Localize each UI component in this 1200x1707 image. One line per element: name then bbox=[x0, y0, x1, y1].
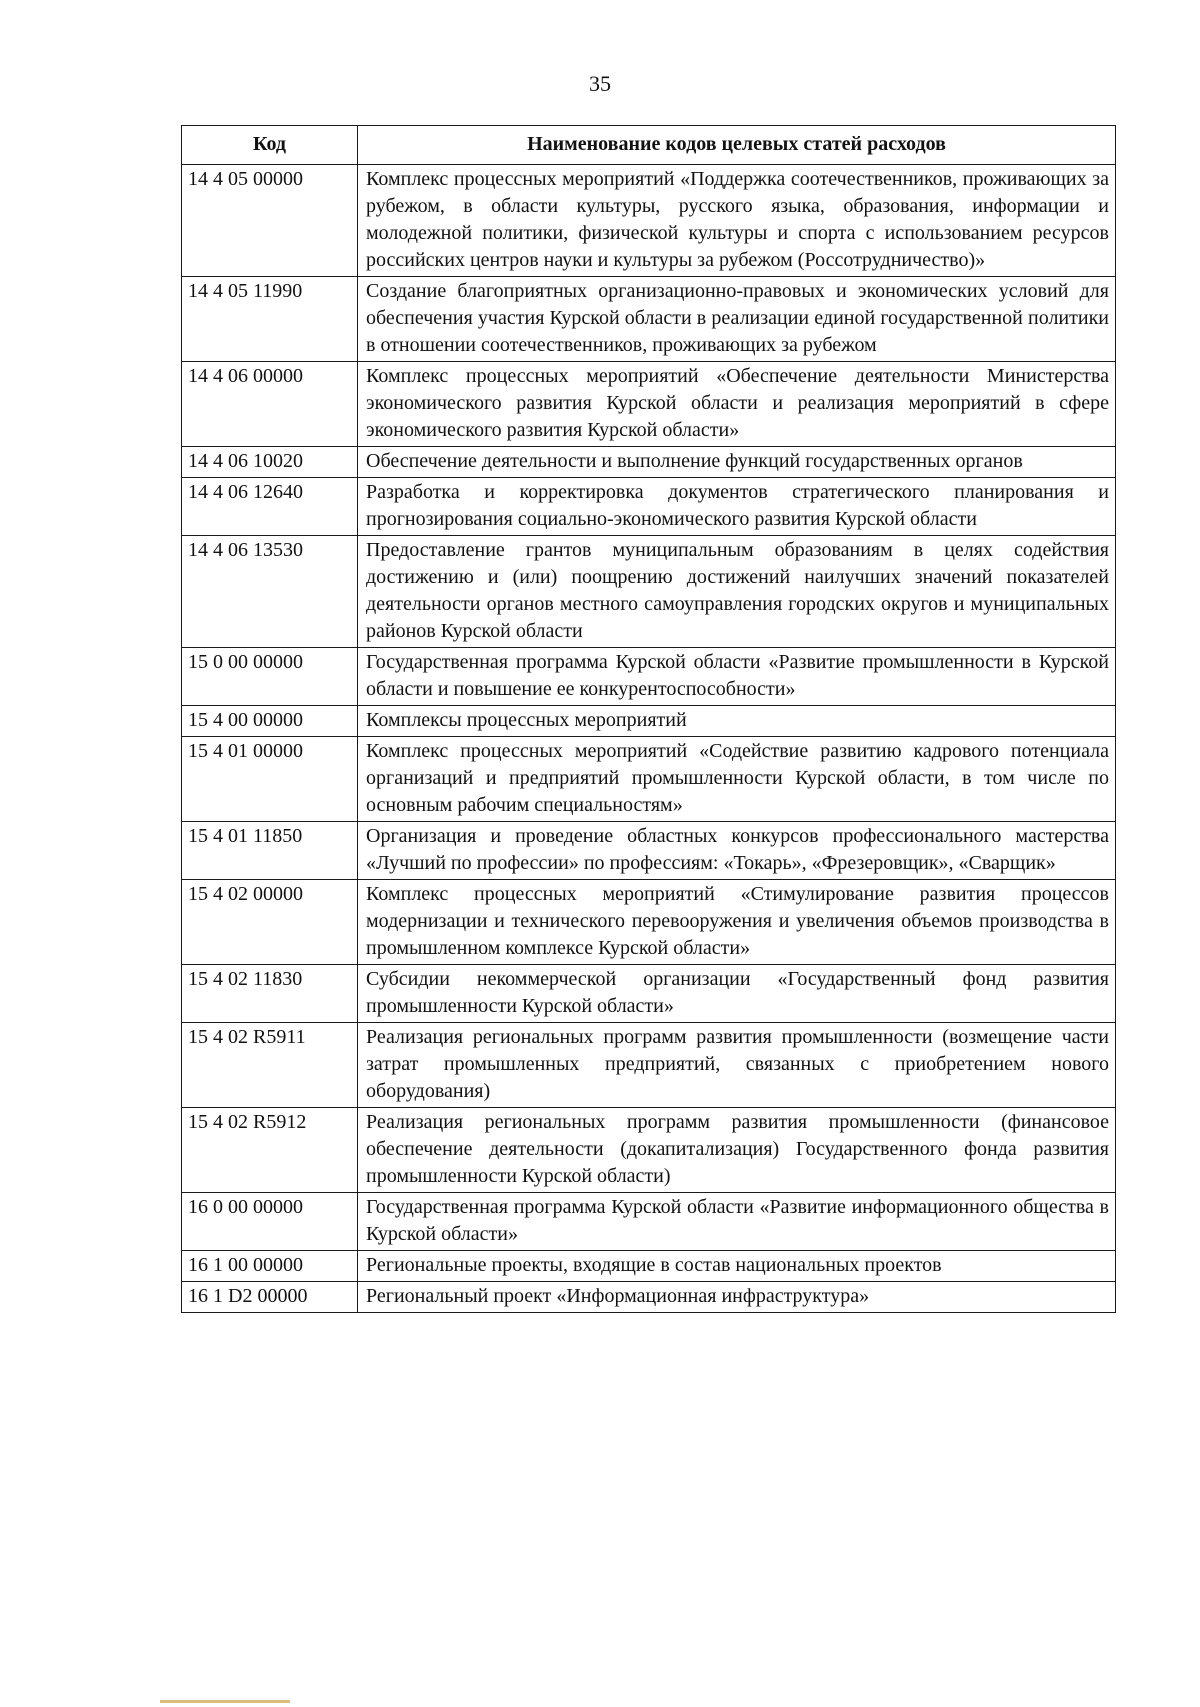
row-code: 15 0 00 00000 bbox=[182, 648, 358, 706]
table-body bbox=[182, 165, 1116, 1313]
table-row bbox=[182, 880, 1116, 965]
row-name: Региональные проекты, входящие в состав национальных проектов bbox=[358, 1251, 1116, 1282]
row-name: Разработка и корректировка документов стратегического планирования и прогнозирования социально-экономического развития Курской области bbox=[358, 478, 1116, 536]
row-name: Предоставление грантов муниципальным образованиям в целях содействия достижению и (или) поощрению достижений наилучших значений показателей деятельности органов местного самоуправления городских округов и муниципальных районов Курской области bbox=[358, 536, 1116, 648]
row-name: Субсидии некоммерческой организации «Государственный фонд развития промышленности Курской области» bbox=[358, 965, 1116, 1023]
table-row bbox=[182, 277, 1116, 362]
row-name: Комплексы процессных мероприятий bbox=[358, 706, 1116, 737]
row-code: 14 4 06 13530 bbox=[182, 536, 358, 648]
row-name: Государственная программа Курской области «Развитие информационного общества в Курской области» bbox=[358, 1193, 1116, 1251]
row-code: 14 4 06 12640 bbox=[182, 478, 358, 536]
row-code: 15 4 02 11830 bbox=[182, 965, 358, 1023]
row-code: 14 4 05 11990 bbox=[182, 277, 358, 362]
row-name: Комплекс процессных мероприятий «Обеспечение деятельности Министерства экономического развития Курской области и реализация мероприятий в сфере экономического развития Курской области» bbox=[358, 362, 1116, 447]
row-code: 14 4 05 00000 bbox=[182, 165, 358, 277]
table-row bbox=[182, 965, 1116, 1023]
table-row bbox=[182, 362, 1116, 447]
row-name: Реализация региональных программ развития промышленности (возмещение части затрат промышленных предприятий, связанных с приобретением нового оборудования) bbox=[358, 1023, 1116, 1108]
table-row bbox=[182, 1108, 1116, 1193]
table-row bbox=[182, 822, 1116, 880]
table-row bbox=[182, 536, 1116, 648]
row-name: Организация и проведение областных конкурсов профессионального мастерства «Лучший по профессии» по профессиям: «Токарь», «Фрезеровщик», «Сварщик» bbox=[358, 822, 1116, 880]
table-row bbox=[182, 165, 1116, 277]
table-row bbox=[182, 1193, 1116, 1251]
target-expense-codes-table bbox=[181, 125, 1116, 1313]
row-code: 16 1 00 00000 bbox=[182, 1251, 358, 1282]
row-code: 15 4 01 00000 bbox=[182, 737, 358, 822]
row-code: 15 4 02 R5911 bbox=[182, 1023, 358, 1108]
row-code: 15 4 02 00000 bbox=[182, 880, 358, 965]
row-name: Комплекс процессных мероприятий «Поддержка соотечественников, проживающих за рубежом, в области культуры, русского языка, образования, информации и молодежной политики, физической культуры и спорта с использованием ресурсов российских центров науки и культуры за рубежом (Россотрудничество)» bbox=[358, 165, 1116, 277]
page-number: 35 bbox=[589, 71, 611, 96]
row-name: Создание благоприятных организационно-правовых и экономических условий для обеспечения участия Курской области в реализации единой государственной политики в отношении соотечественников, проживающих за рубежом bbox=[358, 277, 1116, 362]
row-name: Региональный проект «Информационная инфраструктура» bbox=[358, 1282, 1116, 1313]
row-name: Государственная программа Курской области «Развитие промышленности в Курской области и повышение ее конкурентоспособности» bbox=[358, 648, 1116, 706]
row-name: Комплекс процессных мероприятий «Стимулирование развития процессов модернизации и технического перевооружения и увеличения объемов производства в промышленном комплексе Курской области» bbox=[358, 880, 1116, 965]
table-row bbox=[182, 447, 1116, 478]
row-code: 16 1 D2 00000 bbox=[182, 1282, 358, 1313]
table-row bbox=[182, 648, 1116, 706]
table-row bbox=[182, 1023, 1116, 1108]
column-header-code: Код bbox=[182, 126, 358, 165]
table-row bbox=[182, 706, 1116, 737]
row-code: 16 0 00 00000 bbox=[182, 1193, 358, 1251]
table-row bbox=[182, 1251, 1116, 1282]
row-name: Реализация региональных программ развития промышленности (финансовое обеспечение деятельности (докапитализация) Государственного фонда развития промышленности Курской области) bbox=[358, 1108, 1116, 1193]
row-code: 14 4 06 00000 bbox=[182, 362, 358, 447]
row-name: Комплекс процессных мероприятий «Содействие развитию кадрового потенциала организаций и предприятий промышленности Курской области, в том числе по основным рабочим специальностям» bbox=[358, 737, 1116, 822]
row-code: 14 4 06 10020 bbox=[182, 447, 358, 478]
scan-edge-mark bbox=[160, 1700, 290, 1703]
table-row bbox=[182, 478, 1116, 536]
table-row bbox=[182, 1282, 1116, 1313]
row-code: 15 4 01 11850 bbox=[182, 822, 358, 880]
column-header-name: Наименование кодов целевых статей расходов bbox=[358, 126, 1116, 165]
row-code: 15 4 00 00000 bbox=[182, 706, 358, 737]
row-code: 15 4 02 R5912 bbox=[182, 1108, 358, 1193]
table-header-row bbox=[182, 126, 1116, 165]
row-name: Обеспечение деятельности и выполнение функций государственных органов bbox=[358, 447, 1116, 478]
table-row bbox=[182, 737, 1116, 822]
